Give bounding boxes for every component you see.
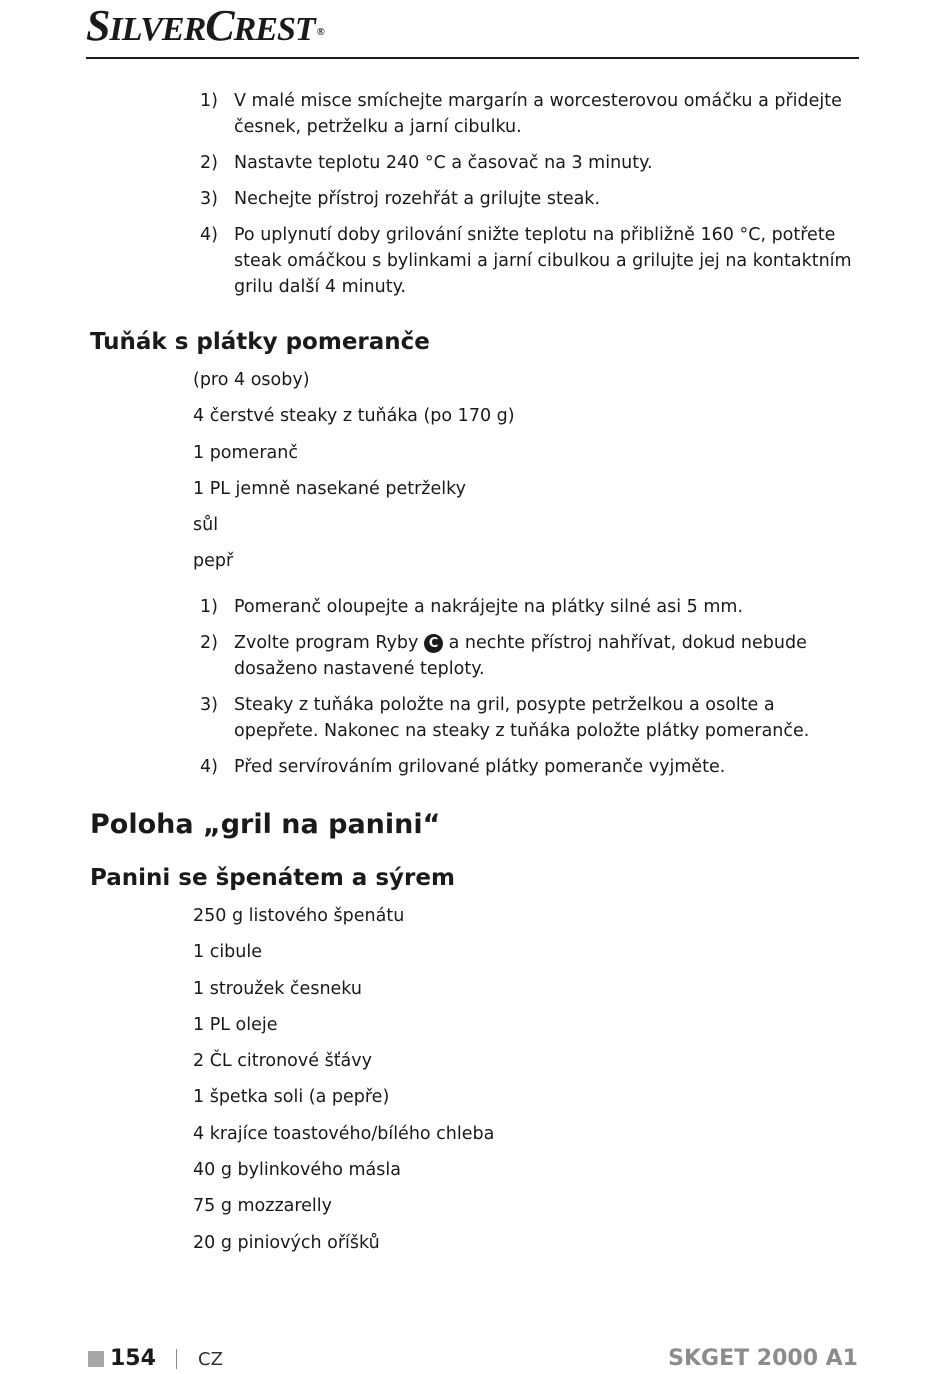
list-item: 2) Nastavte teplotu 240 °C a časovač na 3 minuty. <box>200 153 653 173</box>
list-item: 1 PL jemně nasekané petrželky <box>193 478 466 499</box>
list-item: 4) Po uplynutí doby grilování snižte teplotu na přibližně 160 °C, potřete steak omáčkou s bylinkami a jarní cibulkou a grilujte jej na kontaktním grilu další 4 minuty. <box>200 225 852 297</box>
list-item: 1 cibule <box>193 942 263 963</box>
model-number: SKGET 2000 A1 <box>668 1346 858 1371</box>
list-item: 2 ČL citronové šťávy <box>193 1051 372 1072</box>
list-item: 3) Nechejte přístroj rozehřát a grilujte steak. <box>200 189 601 209</box>
panini-ingredients-list <box>193 898 494 1261</box>
steak-steps-list <box>196 88 858 310</box>
list-item: 4 čerstvé steaky z tuňáka (po 170 g) <box>193 406 515 427</box>
list-item: 75 g mozzarelly <box>193 1196 333 1217</box>
brand-logo: SILVERCREST ® <box>86 1 324 50</box>
tuna-ingredients-list <box>193 362 515 580</box>
list-item: 1) Pomeranč oloupejte a nakrájejte na plátky silné asi 5 mm. <box>200 597 744 617</box>
list-item: 1 PL oleje <box>193 1014 278 1035</box>
panini-recipe-title: Panini se špenátem a sýrem <box>90 865 455 891</box>
list-item: (pro 4 osoby) <box>193 370 310 390</box>
tuna-recipe-title: Tuňák s plátky pomeranče <box>90 329 430 355</box>
list-item: 4) Před servírováním grilované plátky pomeranče vyjměte. <box>200 757 726 777</box>
language-code: CZ <box>198 1349 223 1370</box>
footer-divider <box>176 1349 177 1369</box>
program-c-icon: C <box>424 634 443 653</box>
page-number: 154 <box>110 1346 156 1371</box>
list-item: 3) Steaky z tuňáka položte na gril, posypte petrželkou a osolte a opepřete. Nakonec na steaky z tuňáka položte plátky pomeranče. <box>200 695 810 741</box>
registered-mark: ® <box>316 26 324 38</box>
header-rule <box>86 57 859 59</box>
list-item: 1 pomeranč <box>193 442 298 463</box>
list-item: 250 g listového špenátu <box>193 906 405 926</box>
list-item: 1 stroužek česneku <box>193 978 362 999</box>
list-item: 1 špetka soli (a pepře) <box>193 1087 390 1108</box>
tuna-steps-list <box>196 594 858 790</box>
footer-square-icon <box>88 1351 104 1367</box>
list-item: 1) V malé misce smíchejte margarín a worcesterovou omáčku a přidejte česnek, petrželku a jarní cibulku. <box>200 91 842 137</box>
list-item: 2) Zvolte program Ryby C a nechte přístroj nahřívat, dokud nebude dosaženo nastavené teploty. <box>200 633 807 679</box>
list-item: 4 krajíce toastového/bílého chleba <box>193 1123 495 1144</box>
panini-section-title: Poloha „gril na panini“ <box>90 809 441 840</box>
list-item: sůl <box>193 515 219 536</box>
list-item: 20 g piniových oříšků <box>193 1232 380 1253</box>
list-item: 40 g bylinkového másla <box>193 1160 401 1181</box>
list-item: pepř <box>193 551 234 572</box>
